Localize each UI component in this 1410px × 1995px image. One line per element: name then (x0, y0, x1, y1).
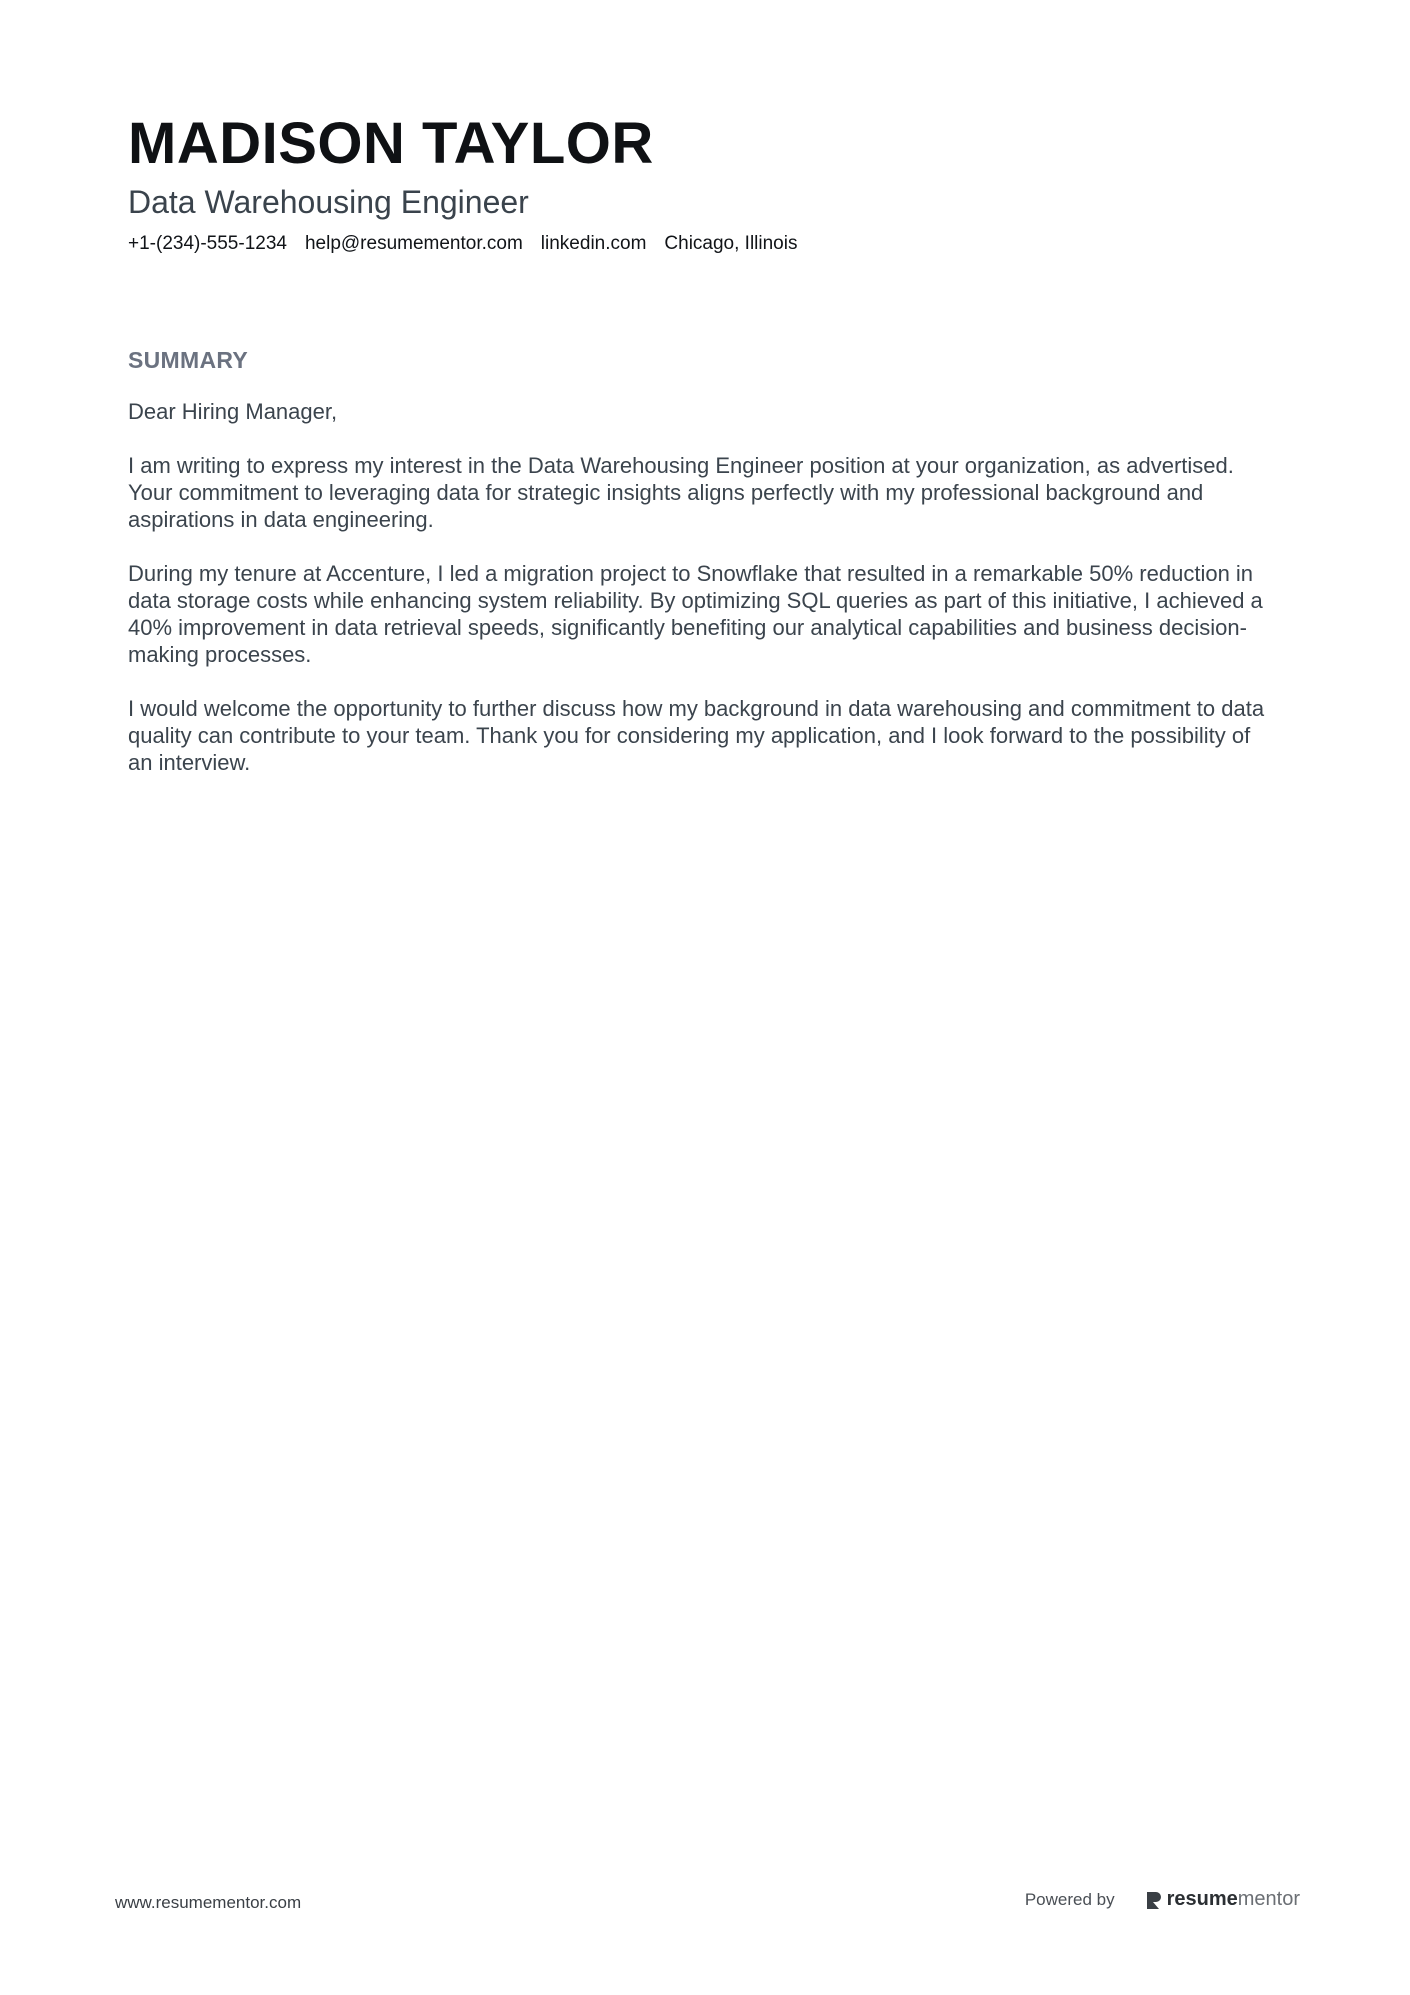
brand-name-resume: resume (1166, 1888, 1238, 1910)
brand-name-mentor: mentor (1237, 1888, 1300, 1910)
salutation: Dear Hiring Manager, (128, 399, 338, 424)
contact-email[interactable]: help@resumementor.com (304, 233, 523, 254)
contact-linkedin[interactable]: linkedin.com (540, 233, 647, 254)
candidate-name: MADISON TAYLOR (128, 111, 654, 176)
powered-by-label: Powered by (1024, 1889, 1115, 1909)
job-title: Data Warehousing Engineer (128, 184, 529, 220)
contact-info (128, 230, 1308, 258)
contact-location: Chicago, Illinois (664, 233, 798, 254)
contact-phone: +1-(234)-555-1234 (128, 233, 287, 254)
header (128, 108, 1308, 258)
paragraph-interest: I am writing to express my interest in the Data Warehousing Engineer position at your organization, as advertised. Your commitment to leveraging data for strategic insights aligns perfectly with my professional background and aspirations in data engineering. (128, 453, 1234, 532)
footer (115, 1880, 1300, 1920)
resumementor-logo-icon (1145, 1890, 1163, 1910)
summary-section (128, 344, 1278, 776)
paragraph-experience: During my tenure at Accenture, I led a migration project to Snowflake that resulted in a remarkable 50% reduction in data storage costs while enhancing system reliability. By optimizing SQL queries as part of this initiative, I achieved a 40% improvement in data retrieval speeds, significantly benefiting our analytical capabilities and business decision-making processes. (128, 561, 1263, 667)
footer-website-link[interactable]: www.resumementor.com (115, 1893, 302, 1912)
powered-by-brand[interactable] (1025, 1888, 1300, 1911)
paragraph-closing: I would welcome the opportunity to further discuss how my background in data warehousing and commitment to data quality can contribute to your team. Thank you for considering my application, and I look forward to the possibility of an interview. (128, 696, 1265, 775)
section-heading: SUMMARY (128, 347, 249, 373)
